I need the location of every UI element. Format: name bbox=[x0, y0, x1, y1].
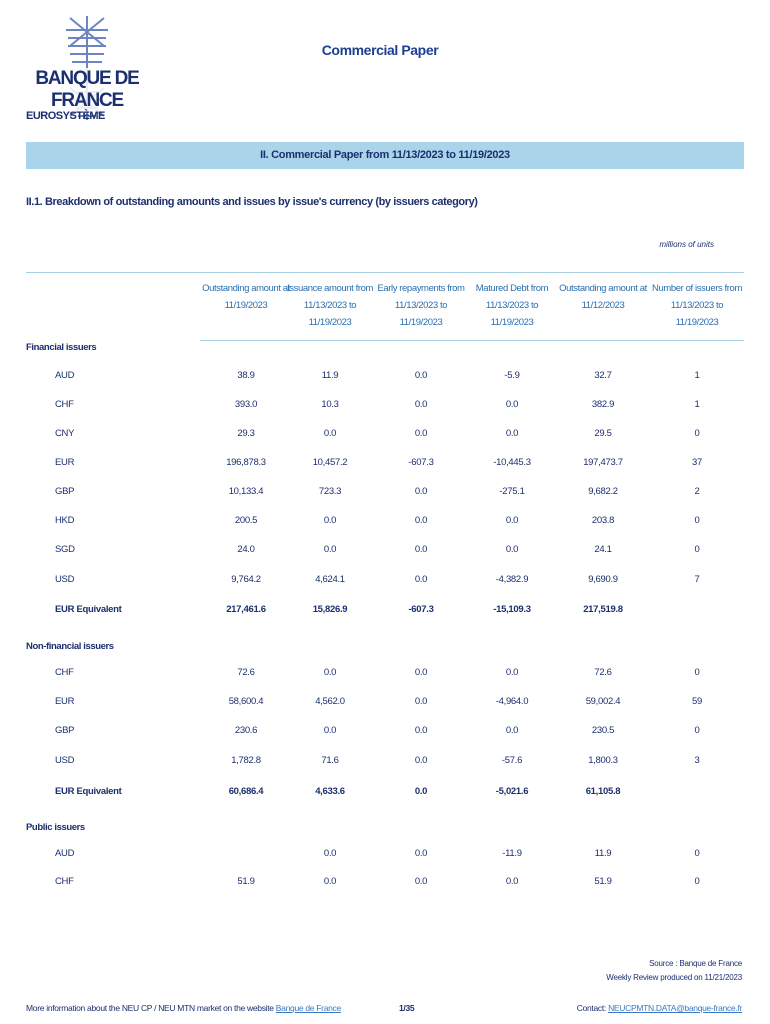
table-row bbox=[0, 696, 770, 712]
currency-label: EUR bbox=[55, 457, 75, 468]
total-row bbox=[0, 604, 770, 620]
table-cell: 0.0 bbox=[505, 876, 519, 887]
table-row bbox=[0, 370, 770, 386]
table-cell: 0 bbox=[694, 848, 700, 859]
issuer-group-title: Non-financial issuers bbox=[26, 641, 114, 652]
table-cell: 7 bbox=[694, 574, 700, 585]
currency-label: CNY bbox=[55, 428, 75, 439]
table-cell: 29.3 bbox=[237, 428, 255, 439]
table-cell: -11.9 bbox=[502, 848, 522, 859]
table-cell: 11.9 bbox=[321, 370, 339, 381]
contact-label: Contact: bbox=[576, 1003, 606, 1013]
table-cell: 0.0 bbox=[414, 486, 428, 497]
table-cell: -10,445.3 bbox=[493, 457, 531, 468]
column-header: Early repayments from 11/13/2023 to 11/19/2023 bbox=[377, 283, 465, 328]
currency-label: CHF bbox=[55, 667, 74, 678]
table-cell: 10,133.4 bbox=[228, 486, 264, 497]
table-cell: 1 bbox=[694, 370, 700, 381]
table-cell: 0.0 bbox=[414, 786, 428, 797]
table-row bbox=[0, 848, 770, 864]
currency-label: EUR bbox=[55, 696, 75, 707]
table-cell: 0.0 bbox=[414, 725, 428, 736]
table-cell: 2 bbox=[694, 486, 700, 497]
table-cell: 0.0 bbox=[414, 667, 428, 678]
table-cell: 0.0 bbox=[505, 667, 519, 678]
table-cell: 1,800.3 bbox=[588, 755, 618, 766]
table-cell: 382.9 bbox=[591, 399, 615, 410]
table-cell: 217,461.6 bbox=[226, 604, 266, 615]
table-cell: 0.0 bbox=[414, 399, 428, 410]
table-cell: 60,686.4 bbox=[228, 786, 264, 797]
table-cell: 0.0 bbox=[414, 696, 428, 707]
table-cell: 0.0 bbox=[323, 515, 337, 526]
currency-label: AUD bbox=[55, 848, 75, 859]
table-cell: 0.0 bbox=[414, 515, 428, 526]
table-cell: 9,682.2 bbox=[588, 486, 618, 497]
table-cell: 0.0 bbox=[414, 428, 428, 439]
table-cell: -57.6 bbox=[501, 755, 523, 766]
table-cell: 0.0 bbox=[323, 876, 337, 887]
column-header: Outstanding amount at 11/19/2023 bbox=[202, 283, 290, 311]
currency-label: HKD bbox=[55, 515, 75, 526]
table-cell: 0.0 bbox=[414, 755, 428, 766]
table-cell: 0.0 bbox=[323, 725, 337, 736]
table-cell: 230.6 bbox=[234, 725, 258, 736]
currency-label: SGD bbox=[55, 544, 75, 555]
column-header: Number of issuers from 11/13/2023 to 11/19/2023 bbox=[652, 283, 742, 328]
issuer-group-title: Public issuers bbox=[26, 822, 85, 833]
table-cell: 0.0 bbox=[323, 544, 337, 555]
table-cell: 0.0 bbox=[505, 428, 519, 439]
currency-label: GBP bbox=[55, 725, 75, 736]
table-cell: 196,878.3 bbox=[226, 457, 266, 468]
contact-footer bbox=[577, 1003, 742, 1013]
more-info-footer bbox=[26, 1003, 341, 1013]
table-cell: 723.3 bbox=[318, 486, 342, 497]
currency-label: AUD bbox=[55, 370, 75, 381]
table-cell: -4,964.0 bbox=[495, 696, 529, 707]
table-cell: 0.0 bbox=[414, 574, 428, 585]
table-cell: -5.9 bbox=[504, 370, 520, 381]
table-cell: 4,562.0 bbox=[315, 696, 345, 707]
total-label: EUR Equivalent bbox=[55, 786, 122, 797]
table-cell: 0.0 bbox=[414, 876, 428, 887]
table-cell: 72.6 bbox=[237, 667, 255, 678]
table-row bbox=[0, 486, 770, 502]
table-cell: -5,021.6 bbox=[495, 786, 529, 797]
header-bottom-rule bbox=[200, 340, 744, 341]
table-cell: 0.0 bbox=[505, 515, 519, 526]
table-cell: 32.7 bbox=[594, 370, 612, 381]
table-cell: 197,473.7 bbox=[583, 457, 623, 468]
table-cell: 0 bbox=[694, 515, 700, 526]
table-cell: 3 bbox=[694, 755, 700, 766]
table-cell: 10.3 bbox=[321, 399, 339, 410]
table-cell: 217,519.8 bbox=[583, 604, 623, 615]
produced-on-line: Weekly Review produced on 11/21/2023 bbox=[606, 973, 742, 982]
column-header: Issuance amount from 11/13/2023 to 11/19/2023 bbox=[287, 283, 373, 328]
table-row bbox=[0, 457, 770, 473]
table-cell: 24.1 bbox=[594, 544, 612, 555]
table-cell: 61,105.8 bbox=[585, 786, 621, 797]
header-rule bbox=[26, 272, 744, 273]
table-cell: 0.0 bbox=[505, 544, 519, 555]
table-cell: 4,633.6 bbox=[315, 786, 345, 797]
table-cell: 15,826.9 bbox=[312, 604, 348, 615]
table-row bbox=[0, 574, 770, 590]
table-cell: 0 bbox=[694, 876, 700, 887]
table-cell: 4,624.1 bbox=[315, 574, 345, 585]
table-cell: -275.1 bbox=[499, 486, 525, 497]
table-cell: 58,600.4 bbox=[228, 696, 264, 707]
table-row bbox=[0, 399, 770, 415]
table-cell: 203.8 bbox=[591, 515, 615, 526]
table-cell: -4,382.9 bbox=[495, 574, 529, 585]
table-cell: -15,109.3 bbox=[493, 604, 531, 615]
table-row bbox=[0, 544, 770, 560]
table-cell: 29.5 bbox=[594, 428, 612, 439]
currency-label: CHF bbox=[55, 399, 74, 410]
section-title: II.1. Breakdown of outstanding amounts and issues by issue's currency (by issuers category) bbox=[26, 196, 478, 208]
table-cell: 200.5 bbox=[234, 515, 258, 526]
table-cell: 0 bbox=[694, 725, 700, 736]
table-cell: 37 bbox=[692, 457, 702, 468]
table-cell: 0.0 bbox=[414, 544, 428, 555]
logo-name: BANQUE DE FRANCE bbox=[26, 68, 148, 112]
table-cell: 0.0 bbox=[505, 725, 519, 736]
banque-de-france-link[interactable]: Banque de France bbox=[275, 1003, 341, 1013]
table-cell: 9,764.2 bbox=[231, 574, 261, 585]
total-row bbox=[0, 786, 770, 802]
total-label: EUR Equivalent bbox=[55, 604, 122, 615]
table-cell: 0 bbox=[694, 544, 700, 555]
table-cell: 24.0 bbox=[237, 544, 255, 555]
table-cell: 71.6 bbox=[321, 755, 339, 766]
table-cell: 59 bbox=[692, 696, 702, 707]
table-cell: 10,457.2 bbox=[312, 457, 348, 468]
table-cell: 11.9 bbox=[594, 848, 612, 859]
table-cell: 59,002.4 bbox=[585, 696, 621, 707]
table-cell: 0.0 bbox=[323, 667, 337, 678]
table-row bbox=[0, 755, 770, 771]
table-row bbox=[0, 725, 770, 741]
source-note bbox=[606, 957, 742, 985]
currency-label: USD bbox=[55, 574, 75, 585]
document-title: Commercial Paper bbox=[321, 42, 439, 58]
page-number: 1/35 bbox=[399, 1003, 415, 1013]
contact-email-link[interactable]: NEUCPMTN.DATA@banque-france.fr bbox=[608, 1003, 742, 1013]
table-cell: -607.3 bbox=[408, 457, 434, 468]
column-header: Matured Debt from 11/13/2023 to 11/19/2023 bbox=[475, 283, 549, 328]
units-note: millions of units bbox=[659, 240, 714, 249]
issuer-group-title: Financial issuers bbox=[26, 342, 97, 353]
table-cell: 72.6 bbox=[594, 667, 612, 678]
table-cell: -607.3 bbox=[408, 604, 434, 615]
table-cell: 0.0 bbox=[414, 370, 428, 381]
currency-label: USD bbox=[55, 755, 75, 766]
table-cell: 0.0 bbox=[414, 848, 428, 859]
table-cell: 38.9 bbox=[237, 370, 255, 381]
table-cell: 51.9 bbox=[594, 876, 612, 887]
table-cell: 1,782.8 bbox=[231, 755, 261, 766]
table-cell: 0.0 bbox=[323, 848, 337, 859]
table-cell: 230.5 bbox=[591, 725, 615, 736]
table-cell: 51.9 bbox=[237, 876, 255, 887]
table-cell: 0.0 bbox=[505, 399, 519, 410]
period-banner: II. Commercial Paper from 11/13/2023 to 11/19/2023 bbox=[26, 142, 744, 169]
table-cell: 0.0 bbox=[323, 428, 337, 439]
table-cell: 0 bbox=[694, 428, 700, 439]
table-row bbox=[0, 515, 770, 531]
table-row bbox=[0, 428, 770, 444]
table-cell: 1 bbox=[694, 399, 700, 410]
currency-label: GBP bbox=[55, 486, 75, 497]
table-cell: 9,690.9 bbox=[588, 574, 618, 585]
more-info-text: More information about the NEU CP / NEU MTN market on the website bbox=[26, 1003, 274, 1013]
logo-subtitle: EUROSYSTÈME bbox=[26, 110, 105, 122]
column-header: Outstanding amount at 11/12/2023 bbox=[559, 283, 647, 311]
table-row bbox=[0, 667, 770, 683]
currency-label: CHF bbox=[55, 876, 74, 887]
source-line: Source : Banque de France bbox=[649, 959, 742, 968]
table-cell: 0 bbox=[694, 667, 700, 678]
table-cell: 393.0 bbox=[234, 399, 258, 410]
table-row bbox=[0, 876, 770, 892]
